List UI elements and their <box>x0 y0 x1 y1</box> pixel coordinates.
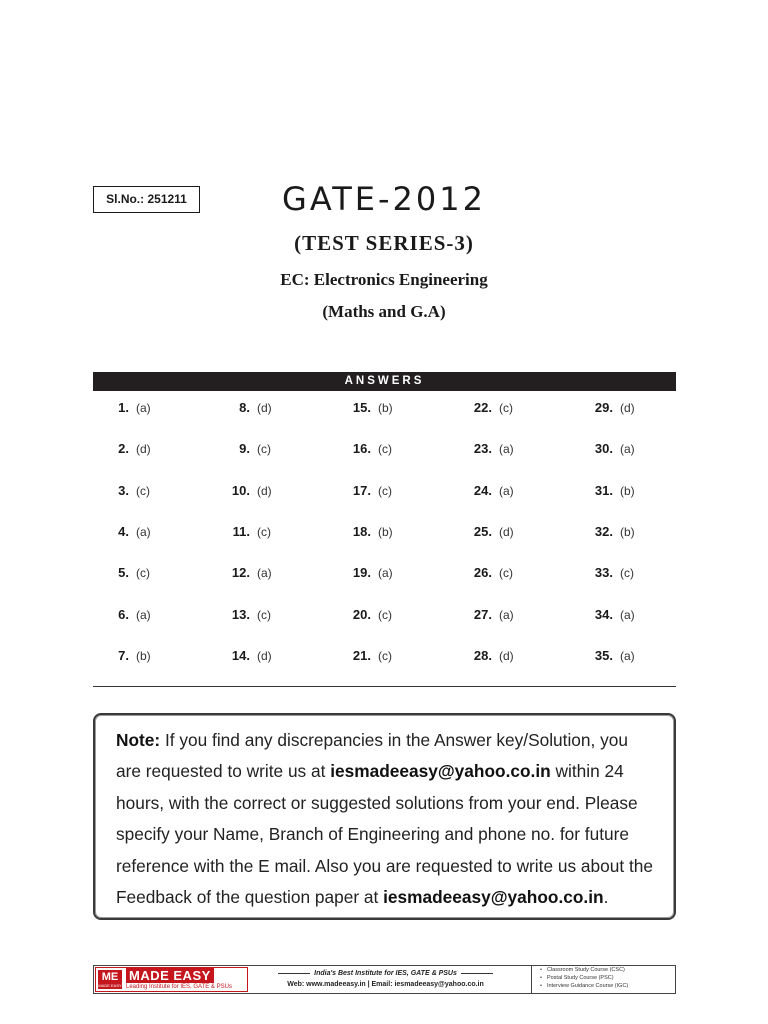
answer-option: (c) <box>499 566 513 581</box>
answer-number: 17. <box>352 482 371 498</box>
answer-item <box>93 483 150 511</box>
answer-number: 35. <box>594 647 613 663</box>
note-text: within 24 hours, with the correct or suggested solutions from your end. Please specify your Name, Branch of Engineering and phone no. for future reference with the E mail. Also you are requested to write us about the Feedback of the question paper at <box>116 761 653 908</box>
divider <box>93 686 676 687</box>
answer-item <box>214 648 272 676</box>
note-email-link[interactable]: iesmadeeasy@yahoo.co.in <box>330 761 551 782</box>
course-item: • Postal Study Course (PSC) <box>540 974 628 982</box>
answer-number: 4. <box>118 523 129 539</box>
footer-tagline: India's Best Institute for IES, GATE & PSUs <box>254 968 517 979</box>
note-label: Note: <box>116 730 161 750</box>
answer-option: (d) <box>499 648 514 663</box>
answer-option: (a) <box>620 442 635 457</box>
answer-number: 27. <box>473 606 492 622</box>
answer-number: 18. <box>352 523 371 539</box>
answer-item <box>93 607 151 635</box>
answer-item <box>456 648 514 676</box>
answer-number: 5. <box>118 565 129 581</box>
answer-item <box>335 607 392 635</box>
note-box <box>93 713 676 920</box>
answers-grid <box>93 400 676 680</box>
note-email-link[interactable]: iesmadeeasy@yahoo.co.in <box>383 887 604 908</box>
answer-item <box>335 441 392 469</box>
answer-item <box>335 565 393 593</box>
logo-mark-icon <box>98 970 122 989</box>
answer-option: (d) <box>499 524 514 539</box>
answer-option: (c) <box>499 401 513 415</box>
answer-item <box>456 607 514 635</box>
answer-item <box>214 483 272 511</box>
answer-option: (a) <box>136 607 151 622</box>
answer-item <box>456 483 514 511</box>
answer-number: 24. <box>473 482 492 498</box>
answer-option: (c) <box>620 566 634 581</box>
brand-tagline: Leading Institute for IES, GATE & PSUs <box>126 984 232 990</box>
answer-number: 6. <box>118 606 129 622</box>
answer-number: 9. <box>239 441 250 457</box>
answer-number: 25. <box>473 523 492 539</box>
answer-number: 15. <box>352 400 371 415</box>
answer-number: 26. <box>473 565 492 581</box>
answer-number: 31. <box>594 482 613 498</box>
answer-option: (d) <box>136 442 151 457</box>
answer-option: (b) <box>136 648 151 663</box>
answer-item <box>577 565 634 593</box>
answer-number: 32. <box>594 523 613 539</box>
answer-item <box>577 483 635 511</box>
answer-item <box>335 648 392 676</box>
answer-item <box>456 524 514 552</box>
answer-number: 22. <box>473 400 492 415</box>
answer-number: 3. <box>118 482 129 498</box>
answer-option: (c) <box>378 442 392 457</box>
answer-option: (a) <box>378 566 393 581</box>
footer-center <box>254 968 517 990</box>
answer-option: (c) <box>136 483 150 498</box>
answer-number: 13. <box>231 606 250 622</box>
answer-item <box>456 400 513 428</box>
answer-option: (c) <box>257 524 271 539</box>
answer-option: (c) <box>378 483 392 498</box>
course-item: • Interview Guidance Course (IGC) <box>540 982 628 990</box>
answers-header-bar: ANSWERS <box>93 372 676 391</box>
answer-number: 30. <box>594 441 613 457</box>
answer-option: (d) <box>257 401 272 415</box>
answer-option: (a) <box>257 566 272 581</box>
answer-item <box>93 565 150 593</box>
answer-item <box>214 565 272 593</box>
answer-number: 28. <box>473 647 492 663</box>
answer-item <box>335 524 393 552</box>
answer-option: (b) <box>620 524 635 539</box>
answer-option: (c) <box>257 442 271 457</box>
answer-option: (a) <box>499 607 514 622</box>
answer-option: (d) <box>257 648 272 663</box>
answer-number: 20. <box>352 606 371 622</box>
answer-option: (a) <box>499 483 514 498</box>
answer-number: 2. <box>118 441 129 457</box>
answer-number: 10. <box>231 482 250 498</box>
answer-option: (c) <box>257 607 271 622</box>
answer-item <box>93 524 151 552</box>
answer-option: (c) <box>378 607 392 622</box>
page-title: GATE-2012 <box>282 180 486 218</box>
answer-number: 34. <box>594 606 613 622</box>
note-text: . <box>603 887 609 908</box>
answer-item <box>577 524 635 552</box>
answer-number: 11. <box>232 523 250 539</box>
subject-heading: EC: Electronics Engineering <box>280 270 488 289</box>
answer-item <box>335 400 393 428</box>
made-easy-logo <box>95 967 248 992</box>
answer-number: 14. <box>231 647 250 663</box>
answer-number: 16. <box>352 441 371 457</box>
serial-number-box: Sl.No.: 251211 <box>93 186 200 213</box>
answer-item <box>456 441 514 469</box>
answer-option: (a) <box>620 648 635 663</box>
brand-name: MADE EASY <box>126 968 214 983</box>
answer-option: (a) <box>136 524 151 539</box>
answer-number: 29. <box>594 400 613 415</box>
answer-number: 21. <box>352 647 371 663</box>
answer-number: 7. <box>118 647 129 663</box>
answer-number: 23. <box>473 441 492 457</box>
answer-item <box>335 483 392 511</box>
answer-number: 8. <box>239 400 250 415</box>
answer-option: (c) <box>136 566 150 581</box>
answer-number: 19. <box>352 565 371 581</box>
answer-item <box>456 565 513 593</box>
answer-item <box>93 441 151 469</box>
answer-item <box>214 607 271 635</box>
answer-option: (a) <box>136 401 151 415</box>
answer-item <box>577 400 635 428</box>
answer-number: 1. <box>118 400 129 415</box>
answer-option: (d) <box>620 401 635 415</box>
footer-contact[interactable]: Web: www.madeeasy.in | Email: iesmadeeasy@yahoo.co.in <box>287 981 484 988</box>
answer-item <box>577 648 635 676</box>
footer-banner <box>93 965 676 994</box>
answer-number: 12. <box>231 565 250 581</box>
answer-option: (c) <box>378 648 392 663</box>
answer-option: (b) <box>378 401 393 415</box>
series-heading: (TEST SERIES-3) <box>294 231 474 255</box>
answer-option: (b) <box>378 524 393 539</box>
courses-list <box>531 966 628 993</box>
answer-item <box>214 524 271 552</box>
answer-item <box>214 441 271 469</box>
paper-heading: (Maths and G.A) <box>322 302 446 321</box>
answer-item <box>577 441 635 469</box>
answer-option: (a) <box>499 442 514 457</box>
logo-mark-text: ME <box>101 971 119 983</box>
answer-option: (b) <box>620 483 635 498</box>
answer-option: (d) <box>257 483 272 498</box>
answer-item <box>577 607 635 635</box>
course-item: • Classroom Study Course (CSC) <box>540 966 628 974</box>
answer-option: (a) <box>620 607 635 622</box>
answer-number: 33. <box>594 565 613 581</box>
answer-item <box>214 400 272 428</box>
note-text: If you find any discrepancies in the Answer key/Solution, you are requested to write us at <box>116 730 628 782</box>
answer-item <box>93 648 151 676</box>
logo-mark-small-text: MADE EASY <box>98 983 122 988</box>
answer-item <box>93 400 151 428</box>
